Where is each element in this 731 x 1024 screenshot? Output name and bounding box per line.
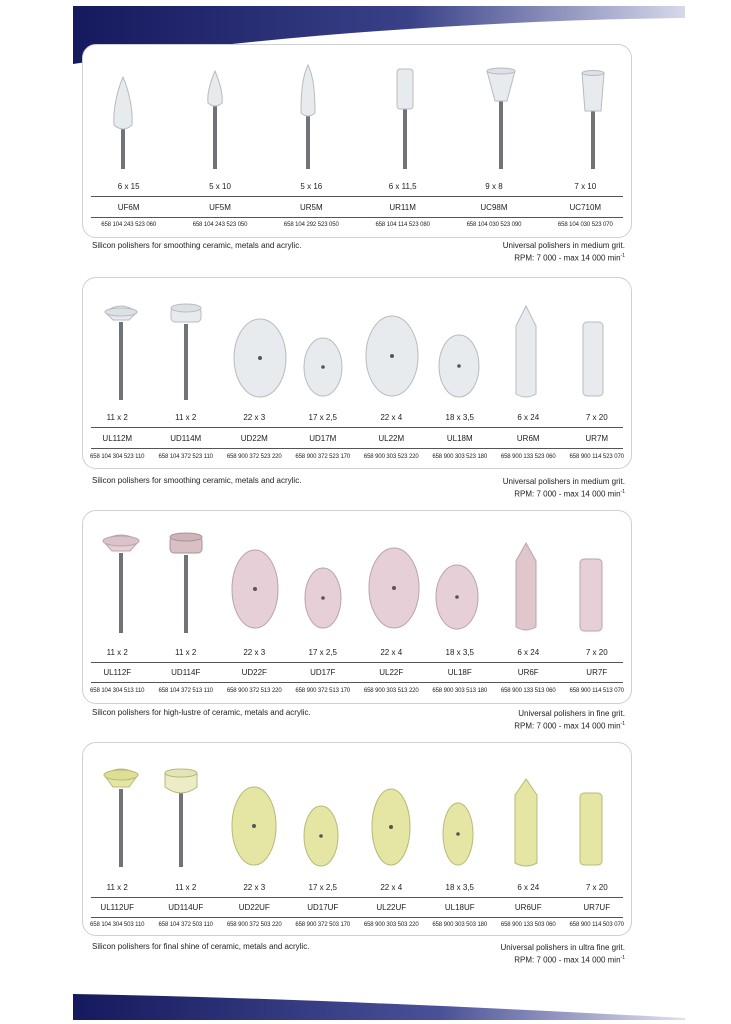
size-label: 7 x 10: [574, 182, 597, 191]
grit-description: [501, 943, 626, 966]
product-code: 658 900 303 523 180: [432, 454, 488, 460]
product-code: 658 104 243 523 060: [101, 222, 157, 228]
product-code: 658 104 372 523 110: [158, 454, 213, 460]
product-code: 658 104 243 523 050: [192, 222, 248, 228]
grit-description: [503, 241, 625, 264]
rpm-label: RPM: 7 000 - max 14 000 $\min^{-1}$: [514, 721, 625, 731]
product-code: 658 900 303 513 180: [432, 688, 488, 694]
size-label: 11 x 2: [106, 883, 128, 892]
product-panel-3: [82, 510, 632, 704]
rpm-label: RPM: 7 000 - max 14 000 $\min^{-1}$: [514, 253, 625, 263]
model-label: UL18F: [447, 668, 472, 677]
grit-label: Universal polishers in medium grit.: [502, 477, 625, 486]
polisher-ur7uf: [580, 793, 602, 865]
model-label: UR7F: [586, 668, 608, 677]
grit-description: [503, 477, 625, 500]
product-code: 658 104 304 513 110: [90, 688, 145, 694]
polisher-ul18f: [436, 565, 478, 629]
polisher-uf6m: [114, 77, 132, 169]
grit-description: [514, 709, 625, 732]
polisher-ud22f: [232, 550, 278, 628]
model-label: UR6UF: [514, 903, 542, 912]
model-label: UD114UF: [168, 903, 204, 912]
polisher-ur5m: [301, 65, 315, 169]
model-label: UL22M: [378, 434, 405, 443]
model-label: UR7UF: [583, 903, 611, 912]
polisher-images-1: [83, 45, 631, 173]
product-code: 658 900 303 513 220: [363, 688, 419, 694]
polisher-ud114m: [171, 304, 201, 400]
size-label: 7 x 20: [585, 648, 608, 657]
size-label: 17 x 2,5: [308, 648, 337, 657]
divider: [91, 427, 623, 428]
model-label: UL112F: [103, 668, 132, 677]
polisher-ul22f: [369, 548, 419, 628]
product-code: 658 900 372 513 170: [295, 688, 351, 694]
model-label: UD22M: [240, 434, 268, 443]
size-label: 22 x 3: [243, 648, 266, 657]
polisher-ur11m: [397, 69, 413, 169]
product-code: 658 104 030 523 070: [557, 222, 613, 228]
divider: [91, 897, 623, 898]
product-code: 658 104 030 523 090: [466, 222, 522, 228]
size-label: 22 x 3: [243, 413, 266, 422]
product-code: 658 900 114 513 070: [569, 688, 624, 694]
polisher-ud22uf: [232, 787, 276, 865]
divider: [91, 196, 623, 197]
product-code: 658 104 292 523 050: [283, 222, 339, 228]
size-label: 11 x 2: [175, 413, 197, 422]
product-code: 658 104 304 523 110: [90, 454, 145, 460]
product-code: 658 900 303 523 220: [363, 454, 419, 460]
product-panel-4: [82, 742, 632, 936]
rpm-label: RPM: 7 000 - max 14 000 $\min^{-1}$: [514, 489, 625, 499]
polisher-ud17uf: [304, 806, 338, 866]
rpm-label: RPM: 7 000 - max 14 000 $\min^{-1}$: [514, 955, 625, 965]
size-label: 6 x 11,5: [388, 182, 417, 191]
size-label: 5 x 16: [300, 182, 323, 191]
model-label: UR7M: [585, 434, 609, 443]
size-label: 6 x 24: [517, 413, 540, 422]
model-label: UC710M: [569, 203, 602, 212]
product-code: 658 900 372 503 170: [295, 922, 351, 928]
grit-label: Universal polishers in ultra fine grit.: [500, 943, 625, 952]
grit-label: Universal polishers in medium grit.: [502, 241, 625, 250]
product-code: 658 900 133 513 060: [500, 688, 556, 694]
size-label: 6 x 24: [517, 883, 540, 892]
polisher-ul112m: [105, 306, 137, 400]
product-code: 658 104 304 503 110: [90, 922, 145, 928]
product-code: 658 900 133 503 060: [500, 922, 556, 928]
polisher-uc710m: [582, 71, 604, 170]
polisher-ul18uf: [443, 803, 473, 865]
bottom-footer-band: [73, 994, 685, 1020]
size-label: 9 x 8: [485, 182, 503, 191]
polisher-uc98m: [487, 68, 515, 169]
model-label: UR11M: [389, 203, 416, 212]
size-label: 11 x 2: [106, 413, 128, 422]
section-description: Silicon polishers for high-lustre of ceramic, metals and acrylic.: [92, 708, 311, 717]
divider: [91, 217, 623, 218]
model-label: UF6M: [117, 203, 140, 212]
model-label: UL18M: [446, 434, 473, 443]
size-label: 6 x 24: [517, 648, 540, 657]
product-panel-2: [82, 277, 632, 469]
model-label: UR6M: [516, 434, 540, 443]
polisher-ul22uf: [372, 789, 410, 865]
product-code: 658 900 372 513 220: [226, 688, 282, 694]
size-label: 5 x 10: [209, 182, 231, 191]
model-label: UL22F: [379, 668, 404, 677]
size-label: 6 x 15: [117, 182, 140, 191]
model-label: UL18UF: [444, 903, 475, 912]
product-code: 658 900 303 503 180: [432, 922, 488, 928]
model-label: UD17M: [309, 434, 337, 443]
polisher-uf5m: [208, 71, 222, 169]
model-label: UR5M: [299, 203, 323, 212]
grit-label: Universal polishers in fine grit.: [518, 709, 625, 718]
model-label: UD17F: [310, 668, 336, 677]
model-label: UC98M: [480, 203, 508, 212]
size-label: 18 x 3,5: [445, 883, 474, 892]
model-label: UD114M: [170, 434, 202, 443]
divider: [91, 448, 623, 449]
model-label: UL112UF: [100, 903, 135, 912]
polisher-ud22m: [234, 319, 286, 397]
polisher-ur6f: [516, 543, 536, 630]
polisher-ul112uf: [104, 769, 138, 867]
size-label: 18 x 3,5: [445, 413, 474, 422]
polisher-ud17m: [304, 338, 342, 396]
model-label: UL22UF: [376, 903, 407, 912]
polisher-ur6m: [516, 306, 536, 397]
product-code: 658 900 372 523 220: [226, 454, 282, 460]
size-label: 11 x 2: [175, 648, 197, 657]
polisher-ur6uf: [515, 779, 537, 866]
polisher-ul112f: [103, 535, 139, 633]
polisher-ud114f: [170, 533, 202, 633]
size-label: 22 x 4: [380, 648, 403, 657]
polisher-ul22m: [366, 316, 418, 396]
divider: [91, 662, 623, 663]
product-code: 658 900 114 523 070: [569, 454, 624, 460]
section-description: Silicon polishers for final shine of ceramic, metals and acrylic.: [92, 942, 310, 951]
size-label: 7 x 20: [585, 883, 608, 892]
size-label: 17 x 2,5: [308, 883, 337, 892]
model-label: UL112M: [102, 434, 133, 443]
polisher-images-2: [83, 278, 631, 404]
polisher-ur7m: [583, 322, 603, 396]
size-label: 11 x 2: [106, 648, 128, 657]
product-panel-1: [82, 44, 632, 238]
section-description: Silicon polishers for smoothing ceramic, metals and acrylic.: [92, 476, 302, 485]
divider: [91, 682, 623, 683]
polisher-images-3: [83, 511, 631, 637]
size-label: 22 x 3: [243, 883, 266, 892]
model-label: UD114F: [171, 668, 201, 677]
product-code: 658 104 372 503 110: [158, 922, 213, 928]
polisher-ul18m: [439, 335, 479, 397]
model-label: UD22UF: [238, 903, 270, 912]
product-code: 658 900 114 503 070: [569, 922, 624, 928]
section-description: Silicon polishers for smoothing ceramic, metals and acrylic.: [92, 241, 302, 250]
product-code: 658 900 303 503 220: [363, 922, 419, 928]
divider: [91, 917, 623, 918]
product-code: 658 900 372 503 220: [226, 922, 282, 928]
size-label: 18 x 3,5: [445, 648, 474, 657]
model-label: UD22F: [241, 668, 267, 677]
size-label: 22 x 4: [380, 883, 403, 892]
polisher-ud114uf: [165, 769, 197, 867]
model-label: UF5M: [209, 203, 231, 212]
size-label: 22 x 4: [380, 413, 403, 422]
model-label: UD17UF: [307, 903, 339, 912]
size-label: 11 x 2: [175, 883, 197, 892]
product-code: 658 104 114 523 080: [375, 222, 430, 228]
product-code: 658 900 133 523 060: [500, 454, 556, 460]
polisher-ud17f: [305, 568, 341, 628]
model-label: UR6F: [517, 668, 539, 677]
size-label: 17 x 2,5: [308, 413, 337, 422]
size-label: 7 x 20: [585, 413, 608, 422]
polisher-images-4: [83, 743, 631, 871]
polisher-ur7f: [580, 559, 602, 631]
product-code: 658 900 372 523 170: [295, 454, 351, 460]
product-code: 658 104 372 513 110: [158, 688, 213, 694]
